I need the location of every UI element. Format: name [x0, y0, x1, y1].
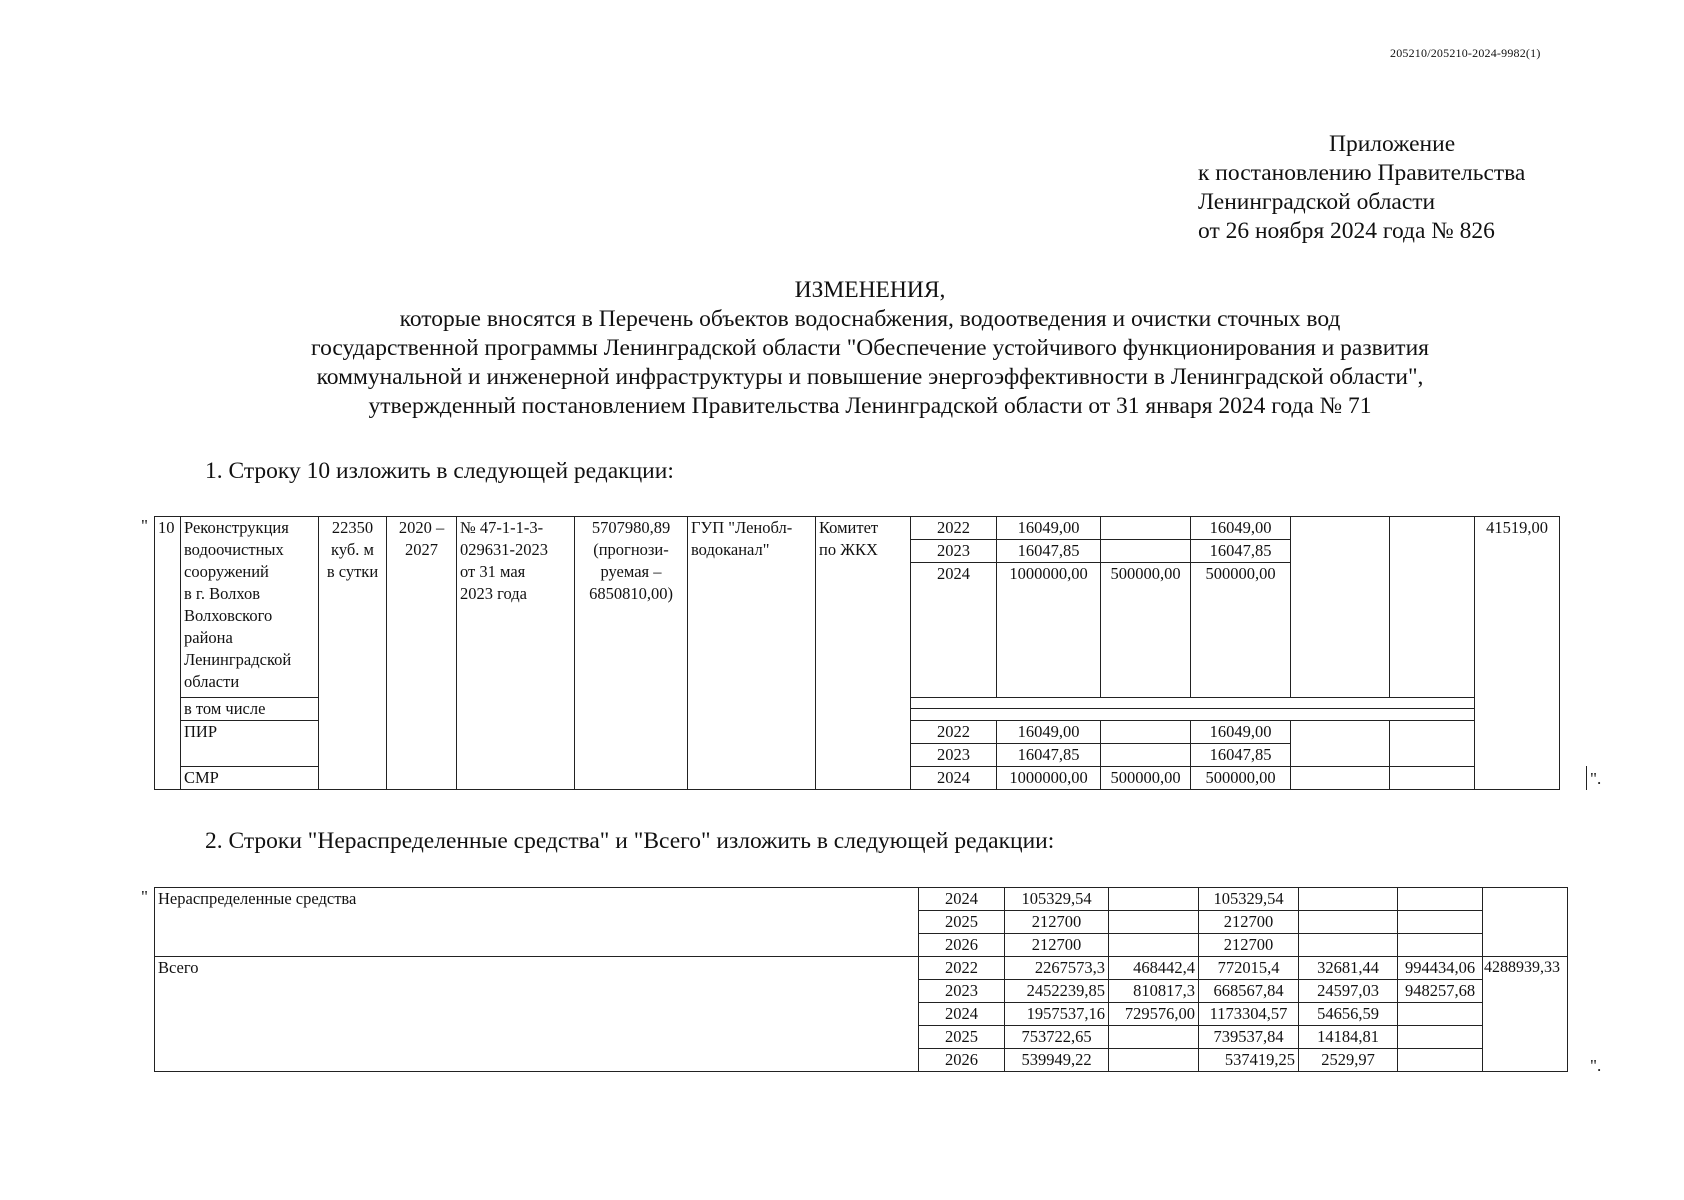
regional-cell: 772015,4 — [1199, 957, 1299, 980]
total-cell: 539949,22 — [1005, 1049, 1109, 1072]
subtitle-line: которые вносятся в Перечень объектов водоснабжения, водоотведения и очистки сточных вод — [399, 306, 1341, 332]
federal-cell — [1109, 934, 1199, 957]
other-cell — [1398, 1026, 1483, 1049]
final-total: 4288939,33 — [1483, 957, 1568, 1072]
expertise: № 47-1-1-3- 029631-2023 от 31 мая 2023 года — [457, 517, 575, 790]
total-cell: 2452239,85 — [1005, 980, 1109, 1003]
final-total-empty — [1483, 888, 1568, 957]
regional-cell: 537419,25 — [1199, 1049, 1299, 1072]
total-cell: 105329,54 — [1005, 888, 1109, 911]
federal-cell — [1109, 1026, 1199, 1049]
local-cell — [1291, 517, 1390, 698]
subtitle-line: коммунальной и инженерной инфраструктуры и повышение энергоэффективности в Ленинградской области", — [316, 364, 1424, 390]
federal-cell: 729576,00 — [1109, 1003, 1199, 1026]
subtitle-line: государственной программы Ленинградской области "Обеспечение устойчивого функционирования и развития — [311, 335, 1429, 361]
year-cell: 2022 — [919, 957, 1005, 980]
other-cell — [1398, 934, 1483, 957]
year-cell: 2023 — [911, 744, 997, 767]
total-label: Всего — [155, 957, 919, 1072]
regional-cell: 16049,00 — [1191, 721, 1291, 744]
other-cell — [1398, 888, 1483, 911]
total-cell: 16047,85 — [997, 540, 1101, 563]
local-cell: 2529,97 — [1299, 1049, 1398, 1072]
capacity: 22350 куб. м в сутки — [319, 517, 387, 790]
federal-cell: 810817,3 — [1109, 980, 1199, 1003]
local-cell: 54656,59 — [1299, 1003, 1398, 1026]
regional-cell: 212700 — [1199, 911, 1299, 934]
quote-close: ". — [1590, 769, 1602, 788]
federal-cell — [1101, 721, 1191, 744]
local-cell — [1291, 767, 1390, 790]
responsible: Комитет по ЖКХ — [816, 517, 911, 790]
pir-label: ПИР — [181, 721, 319, 767]
annex-line: Приложение — [1329, 131, 1456, 157]
section-2-heading: 2. Строки "Нераспределенные средства" и "Всего" изложить в следующей редакции: — [205, 828, 1055, 854]
empty-cell — [911, 698, 1475, 709]
total-cell: 212700 — [1005, 934, 1109, 957]
regional-cell: 16049,00 — [1191, 517, 1291, 540]
total-cell: 1000000,00 — [997, 767, 1101, 790]
other-cell — [1390, 517, 1475, 698]
local-cell — [1299, 911, 1398, 934]
year-cell: 2025 — [919, 911, 1005, 934]
total-cell: 16047,85 — [997, 744, 1101, 767]
regional-cell: 16047,85 — [1191, 744, 1291, 767]
other-cell: 948257,68 — [1398, 980, 1483, 1003]
smr-label: СМР — [181, 767, 319, 790]
final-total: 41519,00 — [1475, 517, 1560, 790]
unallocated-label: Нераспределенные средства — [155, 888, 919, 957]
federal-cell: 468442,4 — [1109, 957, 1199, 980]
table-summary — [154, 887, 1587, 1072]
other-cell — [1398, 1049, 1483, 1072]
quote-close: ". — [1590, 1056, 1602, 1075]
other-cell: 994434,06 — [1398, 957, 1483, 980]
year-cell: 2022 — [911, 517, 997, 540]
regional-cell: 500000,00 — [1191, 767, 1291, 790]
federal-cell: 500000,00 — [1101, 767, 1191, 790]
total-cell: 2267573,3 — [1005, 957, 1109, 980]
row-number: 10 — [155, 517, 181, 790]
year-cell: 2023 — [919, 980, 1005, 1003]
quote-open: " — [141, 516, 148, 535]
document-heading — [160, 276, 1580, 421]
section-1-heading: 1. Строку 10 изложить в следующей редакции: — [205, 458, 674, 484]
federal-cell — [1101, 744, 1191, 767]
federal-cell: 500000,00 — [1101, 563, 1191, 698]
local-cell: 14184,81 — [1299, 1026, 1398, 1049]
local-cell — [1299, 888, 1398, 911]
year-cell: 2025 — [919, 1026, 1005, 1049]
year-cell: 2024 — [919, 1003, 1005, 1026]
annex-line: от 26 ноября 2024 года № 826 — [1198, 218, 1495, 244]
total-cell: 16049,00 — [997, 517, 1101, 540]
year-cell: 2023 — [911, 540, 997, 563]
year-cell: 2026 — [919, 1049, 1005, 1072]
regional-cell: 739537,84 — [1199, 1026, 1299, 1049]
subtitle-line: утвержденный постановлением Правительства Ленинградской области от 31 января 2024 года № 71 — [368, 393, 1372, 419]
regional-cell: 212700 — [1199, 934, 1299, 957]
year-cell: 2024 — [919, 888, 1005, 911]
regional-cell: 500000,00 — [1191, 563, 1291, 698]
year-cell: 2022 — [911, 721, 997, 744]
regional-cell: 668567,84 — [1199, 980, 1299, 1003]
total-cell: 1957537,16 — [1005, 1003, 1109, 1026]
local-cell: 32681,44 — [1299, 957, 1398, 980]
regional-cell: 1173304,57 — [1199, 1003, 1299, 1026]
other-cell — [1398, 911, 1483, 934]
local-cell — [1299, 934, 1398, 957]
total-cell: 212700 — [1005, 911, 1109, 934]
table-row-10 — [154, 516, 1587, 790]
document-id: 205210/205210-2024-9982(1) — [1390, 46, 1541, 60]
year-cell: 2026 — [919, 934, 1005, 957]
total-cell: 753722,65 — [1005, 1026, 1109, 1049]
annex-line: Ленинградской области — [1198, 189, 1436, 215]
quote-open: " — [141, 887, 148, 906]
other-cell — [1398, 1003, 1483, 1026]
federal-cell — [1109, 911, 1199, 934]
document-title: ИЗМЕНЕНИЯ, — [794, 277, 946, 303]
annex-line: к постановлению Правительства — [1198, 160, 1526, 186]
empty-cell — [911, 708, 1475, 720]
federal-cell — [1109, 888, 1199, 911]
including-label: в том числе — [181, 698, 319, 721]
customer: ГУП "Ленобл- водоканал" — [688, 517, 816, 790]
regional-cell: 105329,54 — [1199, 888, 1299, 911]
regional-cell: 16047,85 — [1191, 540, 1291, 563]
total-cell: 16049,00 — [997, 721, 1101, 744]
annex-block — [1198, 130, 1525, 246]
federal-cell — [1101, 517, 1191, 540]
federal-cell — [1101, 540, 1191, 563]
year-cell: 2024 — [911, 767, 997, 790]
year-cell: 2024 — [911, 563, 997, 698]
other-cell — [1390, 721, 1475, 767]
other-cell — [1390, 767, 1475, 790]
local-cell: 24597,03 — [1299, 980, 1398, 1003]
cost: 5707980,89 (прогнози- руемая – 6850810,00) — [575, 517, 688, 790]
total-cell: 1000000,00 — [997, 563, 1101, 698]
local-cell — [1291, 721, 1390, 767]
object-name: Реконструкция водоочистных сооружений в г. Волхов Волховского района Ленинградской области — [181, 517, 319, 698]
period: 2020 – 2027 — [387, 517, 457, 790]
federal-cell — [1109, 1049, 1199, 1072]
